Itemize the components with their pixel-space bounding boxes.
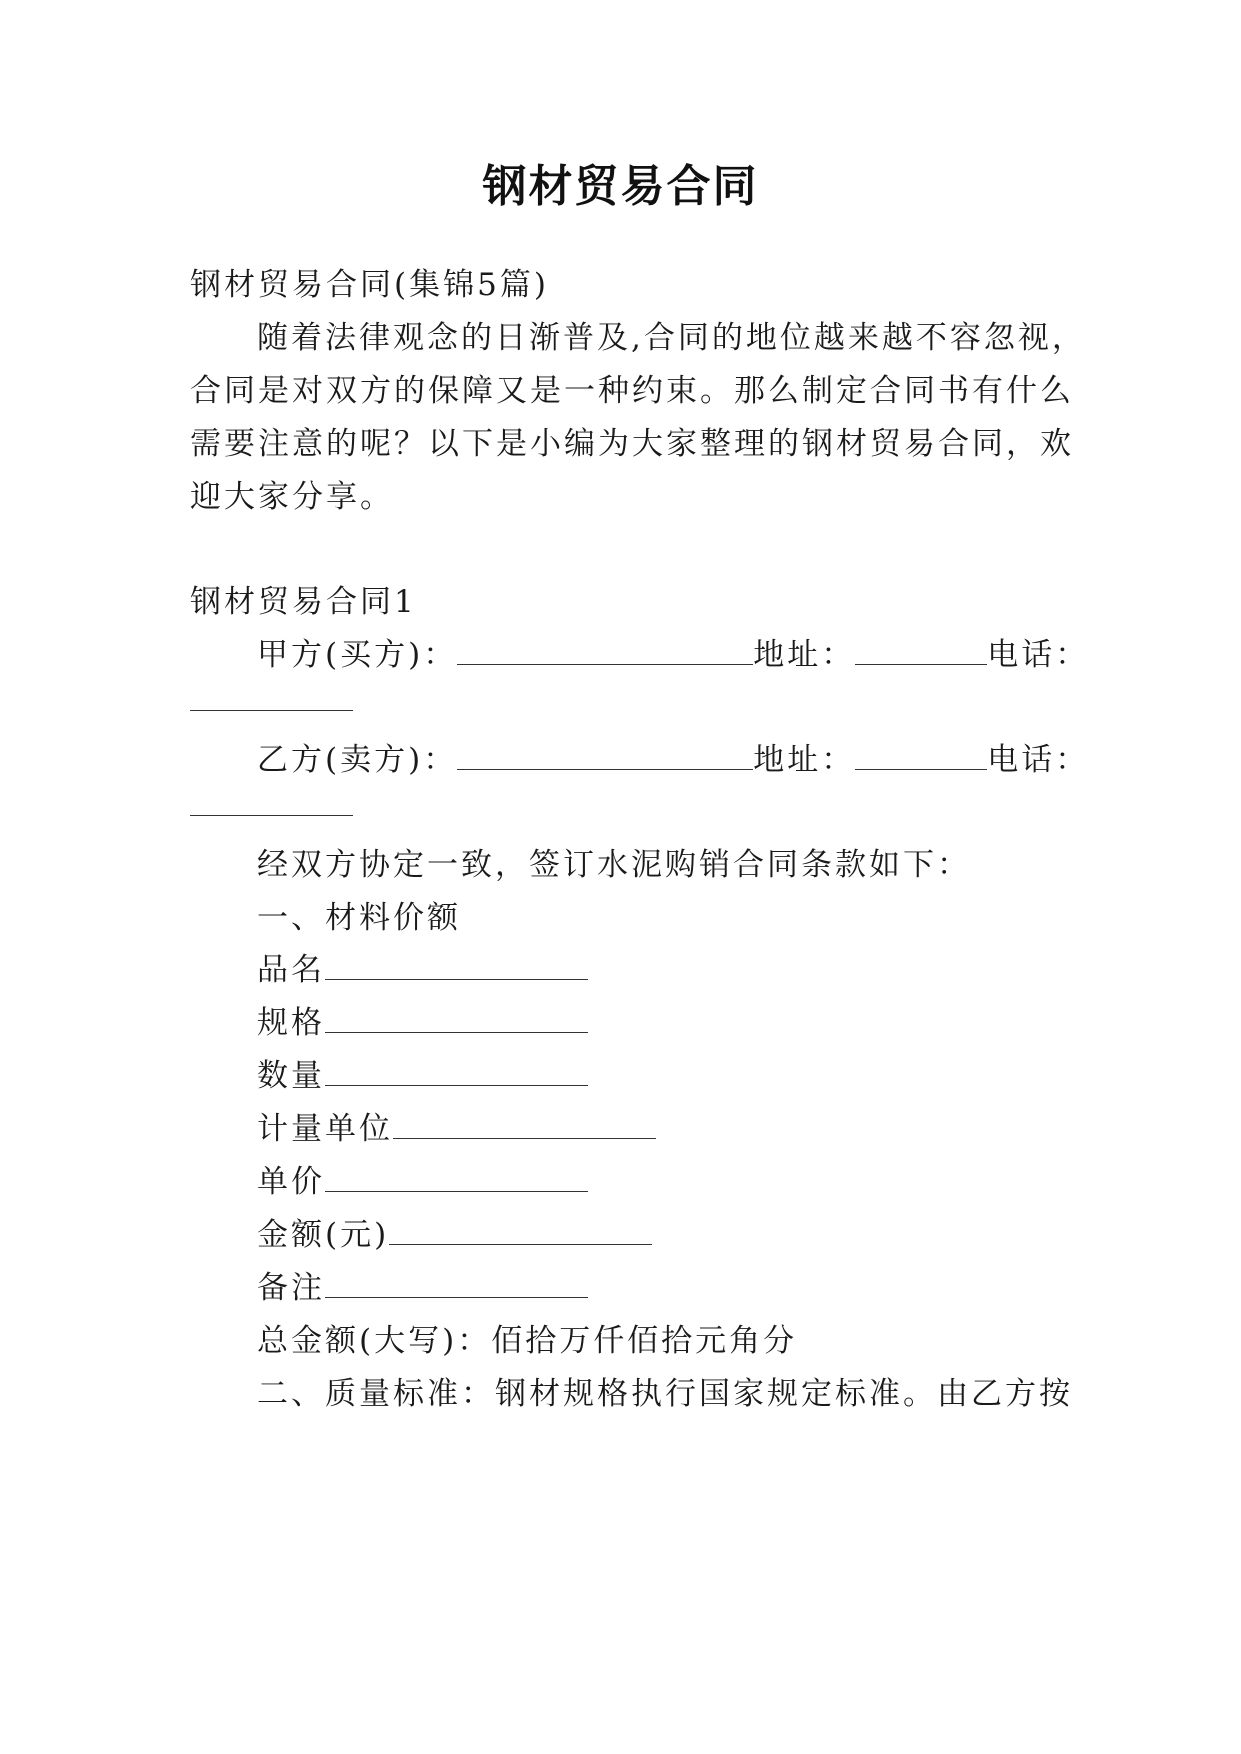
field-name-blank[interactable]: [325, 951, 588, 980]
party-b-phone-label: 电话：: [987, 742, 1090, 778]
field-unit-label: 计量单位: [257, 1111, 393, 1147]
party-b-name-blank[interactable]: [457, 741, 753, 770]
field-amount-label: 金额(元): [257, 1217, 390, 1253]
party-b-row: [257, 740, 1089, 780]
field-amount-blank[interactable]: [389, 1216, 652, 1245]
field-price-row: [257, 1162, 588, 1202]
section-heading: 钢材贸易合同1: [190, 584, 417, 620]
party-b-address-blank[interactable]: [855, 741, 987, 770]
field-quantity-blank[interactable]: [325, 1057, 588, 1086]
party-b-address-label: 地址：: [753, 742, 856, 778]
intro-line-4: 迎大家分享。: [190, 479, 394, 515]
field-spec-row: [257, 1003, 588, 1043]
field-spec-label: 规格: [257, 1005, 325, 1041]
party-b-phone-blank[interactable]: [190, 815, 353, 816]
clause-2-line: 二、质量标准：钢材规格执行国家规定标准。由乙方按: [257, 1376, 1073, 1412]
document-title: 钢材贸易合同: [482, 161, 759, 212]
field-name-row: [257, 950, 588, 990]
intro-line-1: 随着法律观念的日渐普及,合同的地位越来越不容忽视，: [257, 320, 1086, 356]
party-b-label: 乙方(卖方)：: [257, 742, 458, 778]
field-name-label: 品名: [257, 952, 325, 988]
party-a-row: [257, 635, 1089, 675]
party-a-label: 甲方(买方)：: [257, 637, 458, 673]
field-amount-row: [257, 1215, 652, 1255]
field-spec-blank[interactable]: [325, 1004, 588, 1033]
intro-line-2: 合同是对双方的保障又是一种约束。那么制定合同书有什么: [190, 373, 1074, 409]
agreement-line: 经双方协定一致，签订水泥购销合同条款如下：: [257, 847, 971, 883]
clause-1-heading: 一、材料价额: [257, 900, 461, 936]
total-amount-line: 总金额(大写)：佰拾万仟佰拾元角分: [257, 1323, 798, 1359]
field-quantity-label: 数量: [257, 1058, 325, 1094]
document-subtitle: 钢材贸易合同(集锦5篇): [190, 267, 549, 303]
party-a-phone-blank[interactable]: [190, 710, 353, 711]
party-a-phone-label: 电话：: [987, 637, 1090, 673]
intro-line-3: 需要注意的呢？以下是小编为大家整理的钢材贸易合同，欢: [190, 426, 1074, 462]
field-remark-row: [257, 1268, 588, 1308]
party-a-address-blank[interactable]: [855, 636, 987, 665]
field-quantity-row: [257, 1056, 588, 1096]
field-price-label: 单价: [257, 1164, 325, 1200]
field-remark-label: 备注: [257, 1270, 325, 1306]
party-a-name-blank[interactable]: [457, 636, 753, 665]
field-unit-blank[interactable]: [393, 1110, 656, 1139]
party-a-address-label: 地址：: [753, 637, 856, 673]
field-price-blank[interactable]: [325, 1163, 588, 1192]
field-unit-row: [257, 1109, 656, 1149]
field-remark-blank[interactable]: [325, 1269, 588, 1298]
